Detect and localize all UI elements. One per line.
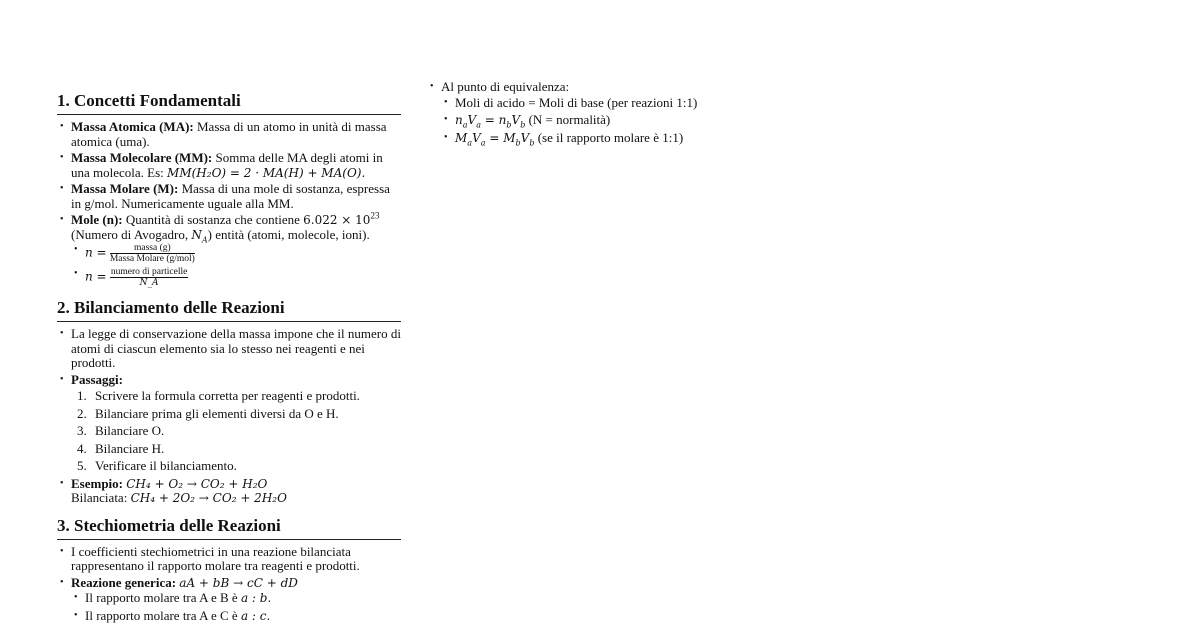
moles-equality: Moli di acido = Moli di base (per reazioni 1:1) (455, 94, 698, 110)
list-item (57, 477, 401, 506)
ratio-text: Il rapporto molare tra A e B è (85, 590, 238, 605)
sub-item (441, 96, 787, 111)
step-item: 1. Scrivere la formula corretta per reagenti e prodotti. (77, 388, 360, 403)
avogadro-exponent: 23 (370, 210, 380, 221)
section-concetti-fondamentali (57, 91, 401, 288)
denominator: N_A (139, 278, 159, 288)
step-text: Verificare il bilanciamento. (95, 458, 237, 473)
right-column (427, 80, 787, 148)
step-text: Bilanciare H. (95, 440, 165, 456)
ratio-eq: a : b. (240, 591, 272, 605)
equivalence-heading: Al punto di equivalenza: (441, 79, 570, 94)
steps-list (77, 389, 401, 474)
step-item: 5. Verificare il bilanciamento. (77, 458, 237, 473)
example-label: Esempio: (71, 475, 123, 491)
balanced-label: Bilanciata: (71, 490, 128, 505)
term-massa-atomica: Massa Atomica (MA): (71, 119, 194, 134)
term-massa-molare: Massa Molare (M): (71, 181, 179, 196)
definition: Somma delle MA degli atomi in una molecola. Es: (71, 150, 383, 180)
ratio-item (71, 591, 401, 606)
step-text: Scrivere la formula corretta per reagenti e prodotti. (95, 388, 360, 403)
example-equation: CH₄ + O₂ → CO₂ + H₂O (126, 476, 268, 491)
list-item (57, 182, 401, 211)
intro-text: I coefficienti stechiometrici in una reazione bilanciata rappresentano il rapporto molare tra reagenti e prodotti. (71, 543, 360, 573)
step-item: 2. Bilanciare prima gli elementi diversi da O e H. (77, 405, 339, 421)
normality-eq: $n_aV_a = n_bV_b$ (455, 113, 526, 130)
section-title: 3. Stechiometria delle Reazioni (57, 516, 401, 540)
mole-formulas (71, 243, 401, 288)
balanced-equation: CH₄ + 2O₂ → CO₂ + 2H₂O (130, 491, 287, 505)
step-item: 4. Bilanciare H. (77, 440, 165, 456)
molarity-note: (se il rapporto molare è 1:1) (537, 129, 684, 145)
stoichiometry-list (57, 545, 401, 624)
step-item: 3. Bilanciare O. (77, 423, 165, 438)
term-mole: Mole (n): (71, 212, 123, 227)
list-item (57, 327, 401, 371)
normality-note: (N = normalità) (528, 112, 611, 127)
generic-equation: aA + bB → cC + dD (179, 575, 298, 590)
list-item (57, 120, 401, 149)
definition: Massa di una mole di sostanza, espressa in g/mol. Numericamente uguale alla MM. (71, 181, 390, 211)
sub-item (441, 113, 787, 128)
list-item (57, 373, 401, 474)
list-item (427, 80, 787, 145)
definition-end: ) entità (atomi, molecole, ioni). (207, 226, 370, 242)
generic-label: Reazione generica: (71, 574, 177, 590)
definition-cont: (Numero di Avogadro, (71, 226, 189, 242)
formula-item (71, 267, 401, 288)
term-massa-molecolare: Massa Molecolare (MM): (71, 150, 213, 165)
formula-lhs: n = (85, 269, 107, 284)
steps-label: Passaggi: (71, 371, 123, 387)
ratio-eq: a : c. (240, 608, 271, 623)
section-title: 1. Concetti Fondamentali (57, 91, 401, 115)
avogadro-symbol: $N_A$ (191, 227, 208, 244)
ratio-item (71, 609, 401, 624)
section-title: 2. Bilanciamento delle Reazioni (57, 298, 401, 322)
step-text: Bilanciare prima gli elementi diversi da O e H. (95, 405, 339, 421)
molarity-eq: $M_aV_a = M_bV_b$ (455, 130, 535, 147)
ratio-list (71, 591, 401, 623)
step-text: Bilanciare O. (95, 423, 165, 438)
list-item (57, 576, 401, 624)
equivalence-list (427, 80, 787, 145)
equivalence-sublist (441, 96, 787, 146)
intro-text: La legge di conservazione della massa impone che il numero di atomi di ciascun elemento sia lo stesso nei reagenti e nei prodotti. (71, 326, 401, 370)
definition: Quantità di sostanza che contiene (125, 212, 300, 227)
list-item (57, 151, 401, 180)
denominator: Massa Molare (g/mol) (109, 254, 195, 264)
section-bilanciamento (57, 298, 401, 506)
list-item (57, 210, 401, 288)
avogadro-number: 6.022 × 10 (303, 213, 371, 227)
numerator: massa (g) (110, 243, 195, 254)
definition: Massa di un atomo in unità di massa atomica (uma). (71, 119, 387, 149)
ratio-text: Il rapporto molare tra A e C è (85, 607, 238, 623)
sub-item (441, 131, 787, 146)
formula-mm-water: MM(H₂O) = 2 · MA(H) + MA(O). (167, 165, 366, 180)
formula-item (71, 243, 401, 264)
balancing-list (57, 327, 401, 506)
left-column (57, 91, 401, 633)
concepts-list (57, 120, 401, 288)
section-stechiometria (57, 516, 401, 624)
formula-lhs: n = (85, 245, 107, 260)
numerator: numero di particelle (110, 267, 188, 277)
fraction (110, 267, 189, 288)
fraction (110, 243, 195, 264)
list-item (57, 545, 401, 574)
